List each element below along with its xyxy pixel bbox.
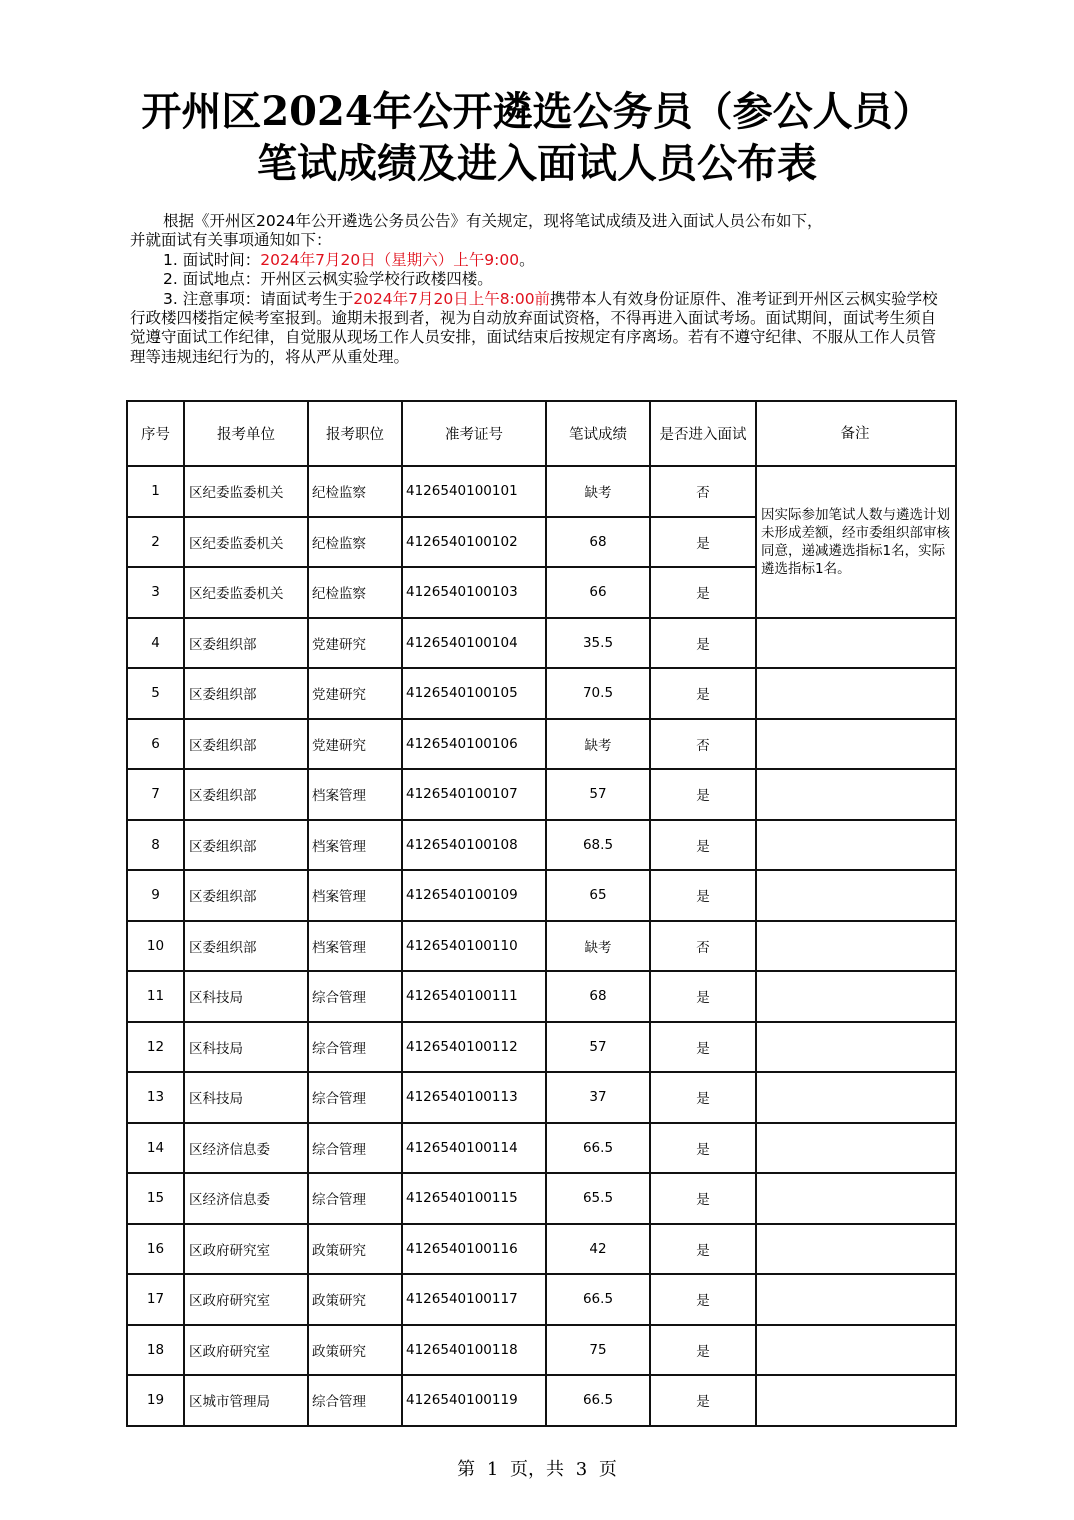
cell-seq: 5 bbox=[127, 668, 184, 719]
table-body bbox=[127, 466, 956, 1426]
cell-interview: 是 bbox=[650, 1224, 756, 1275]
cell-position: 综合管理 bbox=[308, 1375, 402, 1426]
cell-unit: 区委组织部 bbox=[184, 668, 308, 719]
cell-position: 档案管理 bbox=[308, 870, 402, 921]
cell-unit: 区纪委监委机关 bbox=[184, 517, 308, 568]
cell-position: 综合管理 bbox=[308, 1173, 402, 1224]
cell-position: 纪检监察 bbox=[308, 517, 402, 568]
table-row bbox=[127, 1072, 956, 1123]
cell-position: 纪检监察 bbox=[308, 567, 402, 618]
intro-paragraph bbox=[130, 212, 950, 231]
cell-seq: 19 bbox=[127, 1375, 184, 1426]
cell-seq: 13 bbox=[127, 1072, 184, 1123]
cell-note bbox=[756, 870, 956, 921]
cell-interview: 是 bbox=[650, 1022, 756, 1073]
report-deadline: 2024年7月20日上午8:00前 bbox=[353, 289, 551, 308]
cell-score: 缺考 bbox=[546, 921, 650, 972]
cell-seq: 6 bbox=[127, 719, 184, 770]
cell-unit: 区纪委监委机关 bbox=[184, 567, 308, 618]
cell-score: 66.5 bbox=[546, 1123, 650, 1174]
cell-score: 57 bbox=[546, 1022, 650, 1073]
cell-position: 档案管理 bbox=[308, 820, 402, 871]
page-title bbox=[0, 86, 1074, 190]
cell-score: 42 bbox=[546, 1224, 650, 1275]
table-row bbox=[127, 769, 956, 820]
cell-interview: 是 bbox=[650, 668, 756, 719]
cell-seq: 12 bbox=[127, 1022, 184, 1073]
cell-position: 党建研究 bbox=[308, 668, 402, 719]
table-row bbox=[127, 1022, 956, 1073]
table-row bbox=[127, 668, 956, 719]
cell-interview: 否 bbox=[650, 466, 756, 517]
cell-note bbox=[756, 1224, 956, 1275]
table-row bbox=[127, 719, 956, 770]
intro-paragraph-cont: 并就面试有关事项通知如下： bbox=[130, 231, 332, 250]
cell-position: 政策研究 bbox=[308, 1224, 402, 1275]
cell-exam-id: 4126540100112 bbox=[402, 1022, 546, 1073]
cell-seq: 2 bbox=[127, 517, 184, 568]
cell-unit: 区城市管理局 bbox=[184, 1375, 308, 1426]
cell-note bbox=[756, 1274, 956, 1325]
cell-interview: 否 bbox=[650, 719, 756, 770]
notice-item-location: 2. 面试地点：开州区云枫实验学校行政楼四楼。 bbox=[163, 270, 493, 289]
cell-seq: 3 bbox=[127, 567, 184, 618]
cell-interview: 否 bbox=[650, 921, 756, 972]
notice-item-notes-text: 携带本人有效身份证原件、准考证到开州区云枫实验学校行政楼四楼指定候考室报到。逾期未报到者，视为自动放弃面试资格，不得再进入面试考场。面试期间，面试考生须自觉遵守面试工作纪律，自觉服从现场工作人员安排，面试结束后按规定有序离场。若有不遵守纪律、不服从工作人员管理等违规违纪行为的，将从严从重处理。 bbox=[130, 289, 938, 366]
cell-unit: 区政府研究室 bbox=[184, 1224, 308, 1275]
table-row bbox=[127, 971, 956, 1022]
cell-unit: 区科技局 bbox=[184, 971, 308, 1022]
cell-score: 68 bbox=[546, 517, 650, 568]
cell-interview: 是 bbox=[650, 769, 756, 820]
cell-position: 纪检监察 bbox=[308, 466, 402, 517]
cell-unit: 区政府研究室 bbox=[184, 1274, 308, 1325]
notice-item-time-end: 。 bbox=[519, 250, 535, 269]
table-row bbox=[127, 618, 956, 669]
cell-exam-id: 4126540100117 bbox=[402, 1274, 546, 1325]
table-row bbox=[127, 1325, 956, 1376]
cell-exam-id: 4126540100107 bbox=[402, 769, 546, 820]
cell-seq: 7 bbox=[127, 769, 184, 820]
header-interview: 是否进入面试 bbox=[650, 401, 756, 466]
cell-note bbox=[756, 1375, 956, 1426]
cell-seq: 16 bbox=[127, 1224, 184, 1275]
page-indicator: 第 1 页，共 3 页 bbox=[457, 1459, 617, 1480]
header-position: 报考职位 bbox=[308, 401, 402, 466]
cell-note bbox=[756, 769, 956, 820]
table-row bbox=[127, 1173, 956, 1224]
cell-exam-id: 4126540100111 bbox=[402, 971, 546, 1022]
cell-seq: 4 bbox=[127, 618, 184, 669]
cell-note bbox=[756, 668, 956, 719]
table-row bbox=[127, 921, 956, 972]
cell-score: 66.5 bbox=[546, 1274, 650, 1325]
cell-interview: 是 bbox=[650, 820, 756, 871]
cell-unit: 区委组织部 bbox=[184, 618, 308, 669]
cell-seq: 10 bbox=[127, 921, 184, 972]
header-unit: 报考单位 bbox=[184, 401, 308, 466]
cell-score: 57 bbox=[546, 769, 650, 820]
cell-position: 综合管理 bbox=[308, 1123, 402, 1174]
interview-time: 2024年7月20日（星期六）上午9:00 bbox=[260, 250, 520, 269]
cell-seq: 8 bbox=[127, 820, 184, 871]
header-score: 笔试成绩 bbox=[546, 401, 650, 466]
cell-unit: 区委组织部 bbox=[184, 769, 308, 820]
cell-interview: 是 bbox=[650, 1123, 756, 1174]
cell-interview: 是 bbox=[650, 1274, 756, 1325]
cell-note bbox=[756, 921, 956, 972]
notice-item-notes bbox=[130, 290, 950, 368]
table-header-row bbox=[127, 401, 956, 466]
table-row bbox=[127, 870, 956, 921]
title-line-1: 开州区2024年公开遴选公务员（参公人员） bbox=[141, 88, 933, 135]
notice-item-notes-label: 3. 注意事项：请面试考生于 bbox=[163, 289, 354, 308]
cell-note bbox=[756, 719, 956, 770]
cell-note bbox=[756, 1325, 956, 1376]
cell-exam-id: 4126540100114 bbox=[402, 1123, 546, 1174]
cell-score: 65 bbox=[546, 870, 650, 921]
cell-position: 综合管理 bbox=[308, 1022, 402, 1073]
cell-score: 68.5 bbox=[546, 820, 650, 871]
table-row bbox=[127, 1375, 956, 1426]
cell-interview: 是 bbox=[650, 1375, 756, 1426]
cell-exam-id: 4126540100102 bbox=[402, 517, 546, 568]
cell-seq: 9 bbox=[127, 870, 184, 921]
cell-exam-id: 4126540100116 bbox=[402, 1224, 546, 1275]
cell-exam-id: 4126540100105 bbox=[402, 668, 546, 719]
cell-score: 35.5 bbox=[546, 618, 650, 669]
cell-score: 66 bbox=[546, 567, 650, 618]
table-row bbox=[127, 466, 956, 517]
cell-seq: 11 bbox=[127, 971, 184, 1022]
cell-position: 档案管理 bbox=[308, 921, 402, 972]
cell-interview: 是 bbox=[650, 517, 756, 568]
cell-unit: 区经济信息委 bbox=[184, 1173, 308, 1224]
cell-note bbox=[756, 1173, 956, 1224]
cell-score: 37 bbox=[546, 1072, 650, 1123]
cell-position: 政策研究 bbox=[308, 1325, 402, 1376]
cell-unit: 区经济信息委 bbox=[184, 1123, 308, 1174]
cell-exam-id: 4126540100118 bbox=[402, 1325, 546, 1376]
cell-interview: 是 bbox=[650, 870, 756, 921]
cell-exam-id: 4126540100113 bbox=[402, 1072, 546, 1123]
cell-interview: 是 bbox=[650, 618, 756, 669]
cell-seq: 15 bbox=[127, 1173, 184, 1224]
table-row bbox=[127, 820, 956, 871]
cell-unit: 区科技局 bbox=[184, 1072, 308, 1123]
header-seq: 序号 bbox=[127, 401, 184, 466]
cell-note bbox=[756, 1022, 956, 1073]
cell-note bbox=[756, 971, 956, 1022]
intro-notice bbox=[130, 212, 950, 367]
intro-text-a: 根据《开州区2024年公开遴选公务员公告》有关规定，现将笔试成绩及进入面试人员公布如下， bbox=[163, 212, 823, 230]
cell-position: 综合管理 bbox=[308, 971, 402, 1022]
cell-position: 党建研究 bbox=[308, 618, 402, 669]
cell-unit: 区委组织部 bbox=[184, 719, 308, 770]
cell-interview: 是 bbox=[650, 567, 756, 618]
cell-unit: 区纪委监委机关 bbox=[184, 466, 308, 517]
cell-position: 综合管理 bbox=[308, 1072, 402, 1123]
cell-note-merged: 因实际参加笔试人数与遴选计划未形成差额，经市委组织部审核同意，递减遴选指标1名，实际遴选指标1名。 bbox=[756, 466, 956, 618]
cell-seq: 18 bbox=[127, 1325, 184, 1376]
cell-position: 党建研究 bbox=[308, 719, 402, 770]
cell-exam-id: 4126540100108 bbox=[402, 820, 546, 871]
results-table bbox=[126, 400, 957, 1427]
title-line-2: 笔试成绩及进入面试人员公布表 bbox=[257, 140, 817, 187]
cell-exam-id: 4126540100106 bbox=[402, 719, 546, 770]
cell-score: 缺考 bbox=[546, 719, 650, 770]
cell-unit: 区科技局 bbox=[184, 1022, 308, 1073]
cell-exam-id: 4126540100103 bbox=[402, 567, 546, 618]
table-row bbox=[127, 1224, 956, 1275]
cell-exam-id: 4126540100115 bbox=[402, 1173, 546, 1224]
cell-unit: 区委组织部 bbox=[184, 870, 308, 921]
cell-exam-id: 4126540100101 bbox=[402, 466, 546, 517]
cell-interview: 是 bbox=[650, 971, 756, 1022]
cell-seq: 14 bbox=[127, 1123, 184, 1174]
cell-score: 65.5 bbox=[546, 1173, 650, 1224]
cell-position: 档案管理 bbox=[308, 769, 402, 820]
cell-unit: 区委组织部 bbox=[184, 820, 308, 871]
header-exam-id: 准考证号 bbox=[402, 401, 546, 466]
cell-exam-id: 4126540100104 bbox=[402, 618, 546, 669]
cell-exam-id: 4126540100109 bbox=[402, 870, 546, 921]
cell-note bbox=[756, 1123, 956, 1174]
table-row bbox=[127, 1123, 956, 1174]
cell-score: 75 bbox=[546, 1325, 650, 1376]
table-row bbox=[127, 1274, 956, 1325]
cell-seq: 1 bbox=[127, 466, 184, 517]
cell-unit: 区政府研究室 bbox=[184, 1325, 308, 1376]
cell-interview: 是 bbox=[650, 1325, 756, 1376]
cell-exam-id: 4126540100110 bbox=[402, 921, 546, 972]
cell-note bbox=[756, 820, 956, 871]
notice-item-time bbox=[130, 251, 950, 270]
header-note: 备注 bbox=[756, 401, 956, 466]
cell-seq: 17 bbox=[127, 1274, 184, 1325]
cell-interview: 是 bbox=[650, 1173, 756, 1224]
cell-score: 66.5 bbox=[546, 1375, 650, 1426]
cell-score: 70.5 bbox=[546, 668, 650, 719]
cell-note bbox=[756, 1072, 956, 1123]
cell-score: 68 bbox=[546, 971, 650, 1022]
cell-interview: 是 bbox=[650, 1072, 756, 1123]
cell-note bbox=[756, 618, 956, 669]
cell-unit: 区委组织部 bbox=[184, 921, 308, 972]
notice-item-time-label: 1. 面试时间： bbox=[163, 250, 261, 269]
cell-exam-id: 4126540100119 bbox=[402, 1375, 546, 1426]
cell-score: 缺考 bbox=[546, 466, 650, 517]
cell-position: 政策研究 bbox=[308, 1274, 402, 1325]
